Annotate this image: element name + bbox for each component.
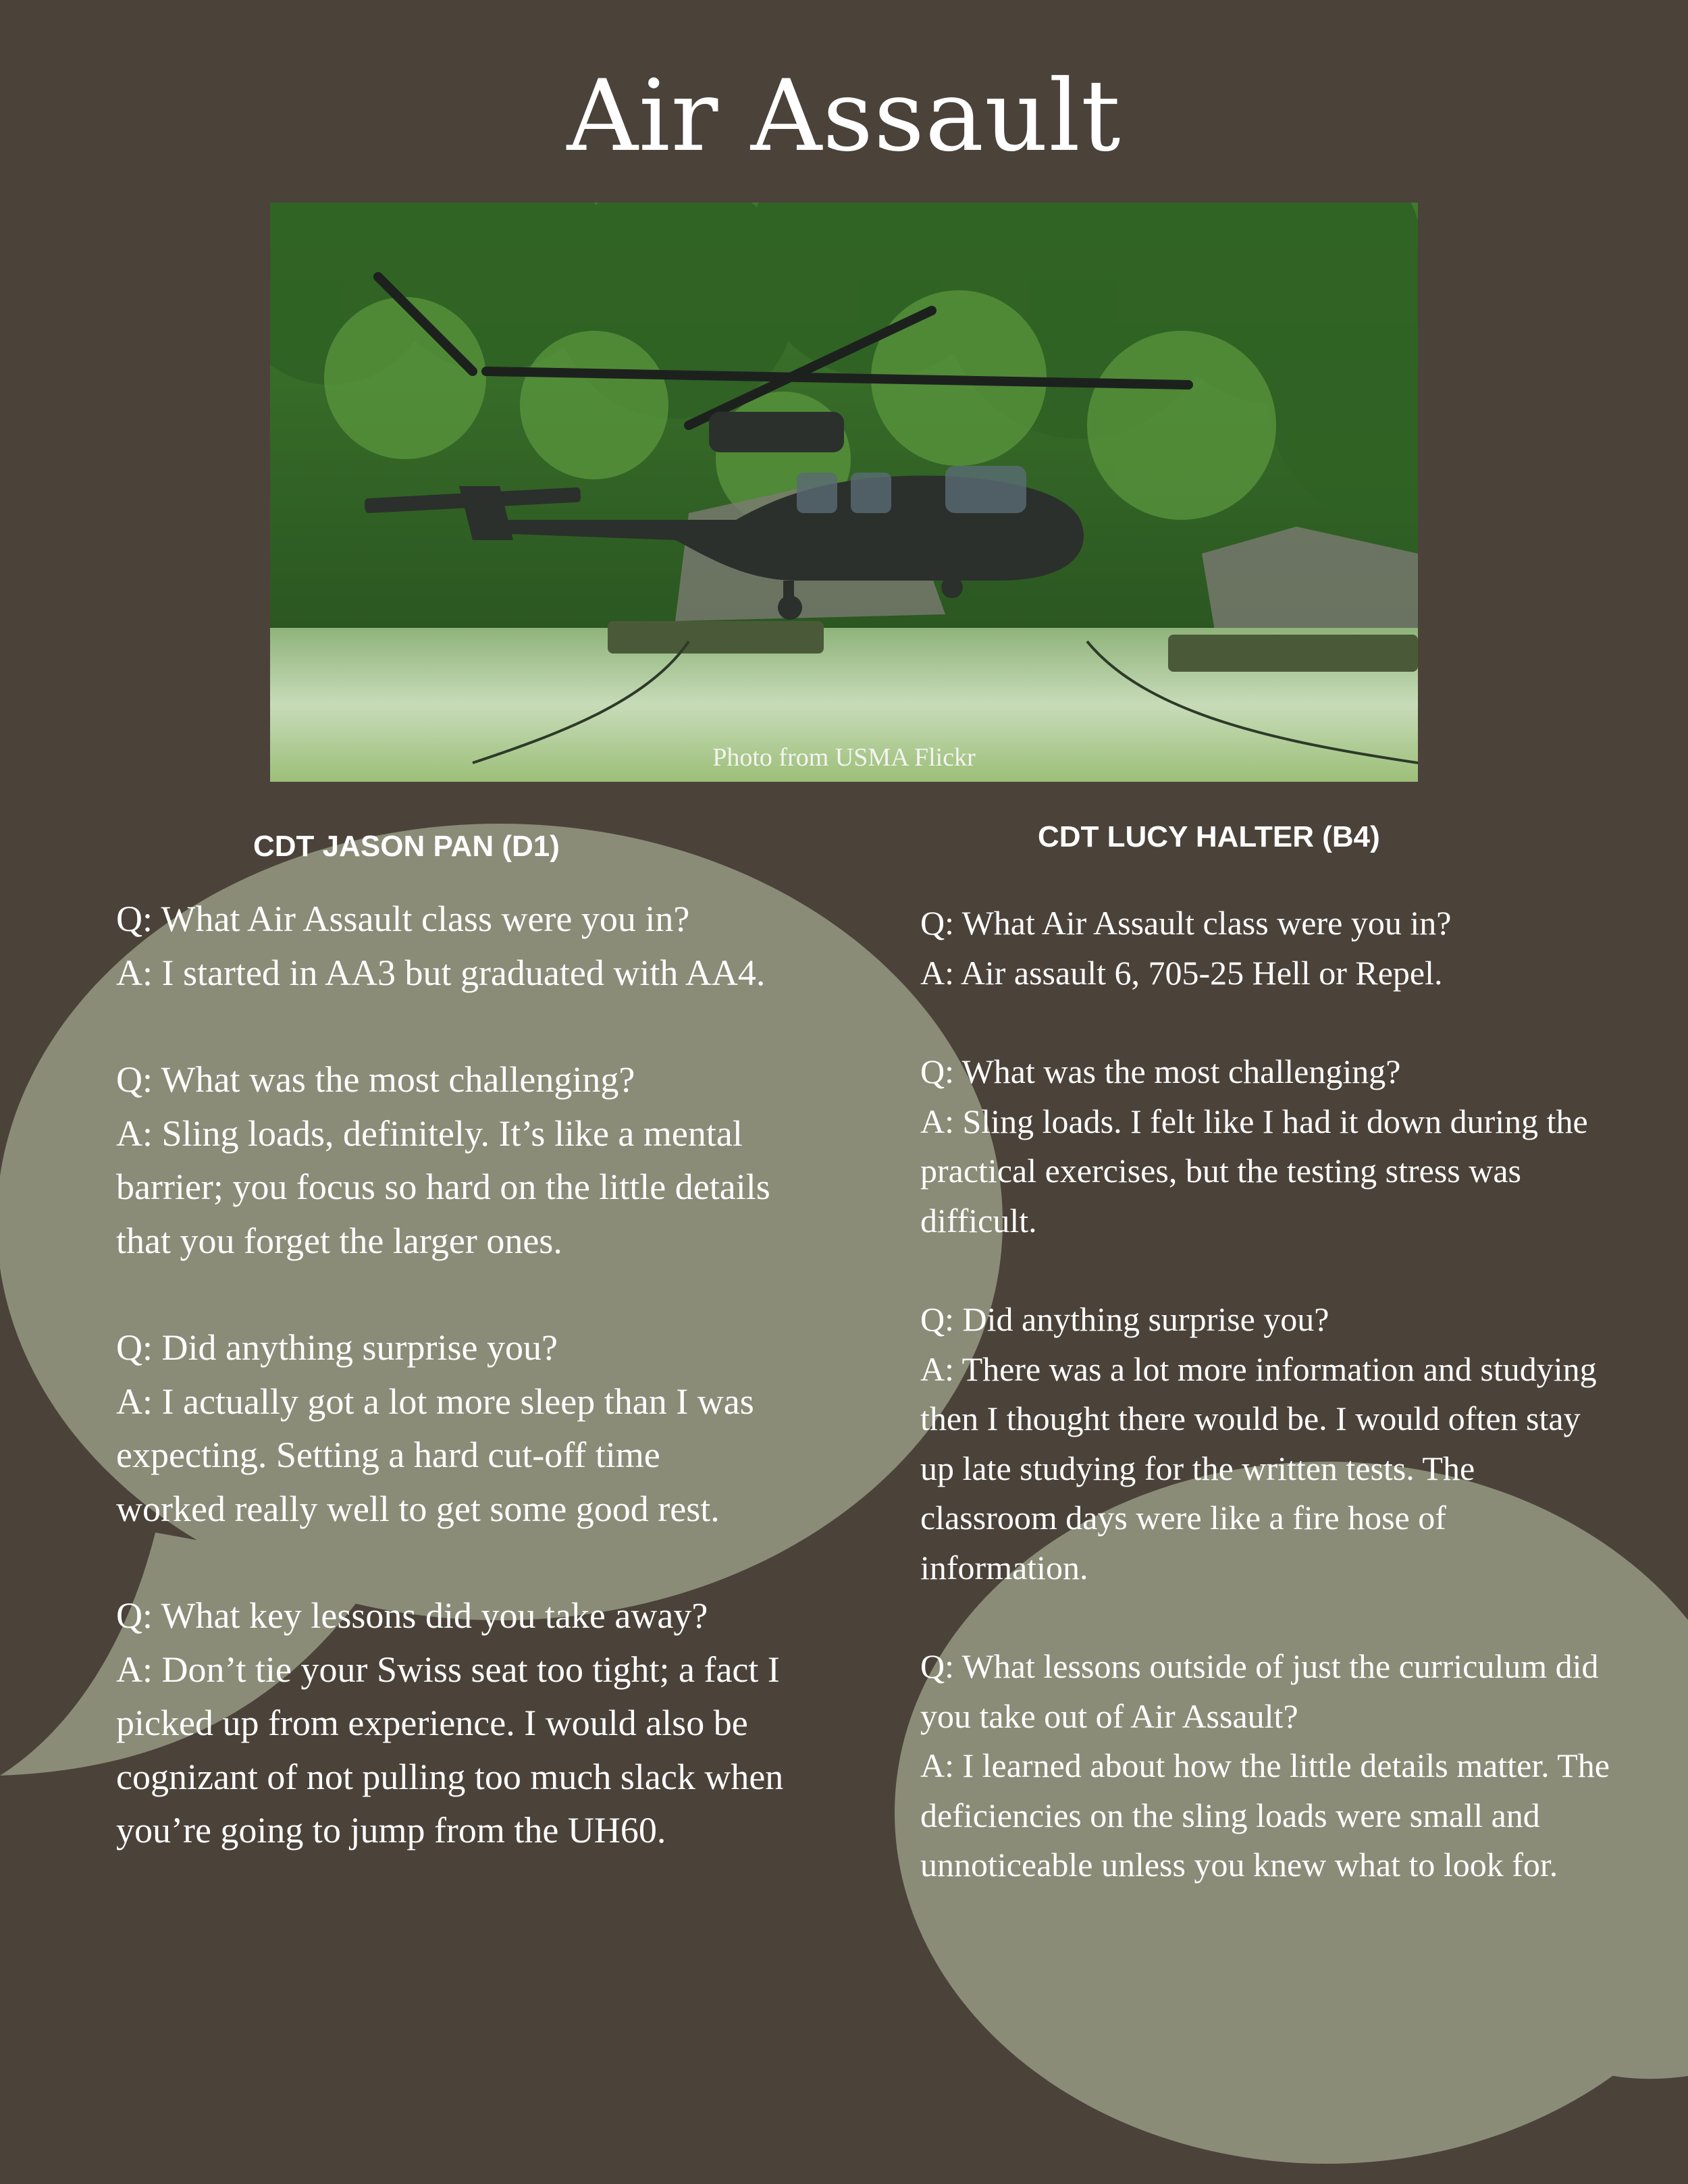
right-answer-3: A: There was a lot more information and studying then I thought there would be. I would often stay up late studying for the written tests. The classroom days were like a fire hose of information.: [920, 1350, 1597, 1587]
right-interviewee-name: CDT LUCY HALTER (B4): [1038, 820, 1380, 853]
left-answer-3: A: I actually got a lot more sleep than I was expecting. Setting a hard cut-off time worked really well to get some good rest.: [116, 1381, 754, 1529]
right-question-2: Q: What was the most challenging?: [920, 1053, 1401, 1090]
left-qa-2: [116, 1053, 825, 1268]
photo-credit: Photo from USMA Flickr: [712, 743, 976, 772]
left-answer-1: A: I started in AA3 but graduated with AA4.: [116, 952, 766, 993]
right-answer-4: A: I learned about how the little details matter. The deficiencies on the sling loads were small and unnoticeable unless you knew what to look for.: [920, 1747, 1610, 1884]
right-interview-column: [920, 899, 1643, 1890]
right-question-1: Q: What Air Assault class were you in?: [920, 904, 1452, 942]
right-qa-1: [920, 899, 1643, 998]
right-qa-2: [920, 1047, 1643, 1246]
right-qa-4: [920, 1642, 1643, 1890]
helicopter-photo-icon: [270, 203, 1418, 782]
left-question-1: Q: What Air Assault class were you in?: [116, 899, 690, 939]
left-interviewee-name: CDT JASON PAN (D1): [253, 830, 560, 863]
left-question-2: Q: What was the most challenging?: [116, 1059, 635, 1100]
right-answer-2: A: Sling loads. I felt like I had it down during the practical exercises, but the testing stress was difficult.: [920, 1102, 1588, 1240]
right-question-4: Q: What lessons outside of just the curriculum did you take out of Air Assault?: [920, 1647, 1599, 1735]
right-answer-1: A: Air assault 6, 705-25 Hell or Repel.: [920, 953, 1443, 992]
right-qa-3: [920, 1295, 1643, 1593]
left-qa-4: [116, 1589, 825, 1858]
left-interview-column: [116, 893, 825, 1858]
left-question-3: Q: Did anything surprise you?: [116, 1327, 558, 1368]
left-qa-3: [116, 1321, 825, 1536]
right-question-3: Q: Did anything surprise you?: [920, 1300, 1329, 1338]
page-title: Air Assault: [566, 59, 1122, 174]
left-answer-2: A: Sling loads, definitely. It’s like a mental barrier; you focus so hard on the little details that you forget the larger ones.: [116, 1113, 770, 1261]
left-question-4: Q: What key lessons did you take away?: [116, 1595, 708, 1636]
left-qa-1: [116, 893, 825, 1000]
helicopter-photo: [270, 203, 1418, 782]
left-answer-4: A: Don’t tie your Swiss seat too tight; a fact I picked up from experience. I would also be cognizant of not pulling too much slack when you’re going to jump from the UH60.: [116, 1649, 784, 1850]
